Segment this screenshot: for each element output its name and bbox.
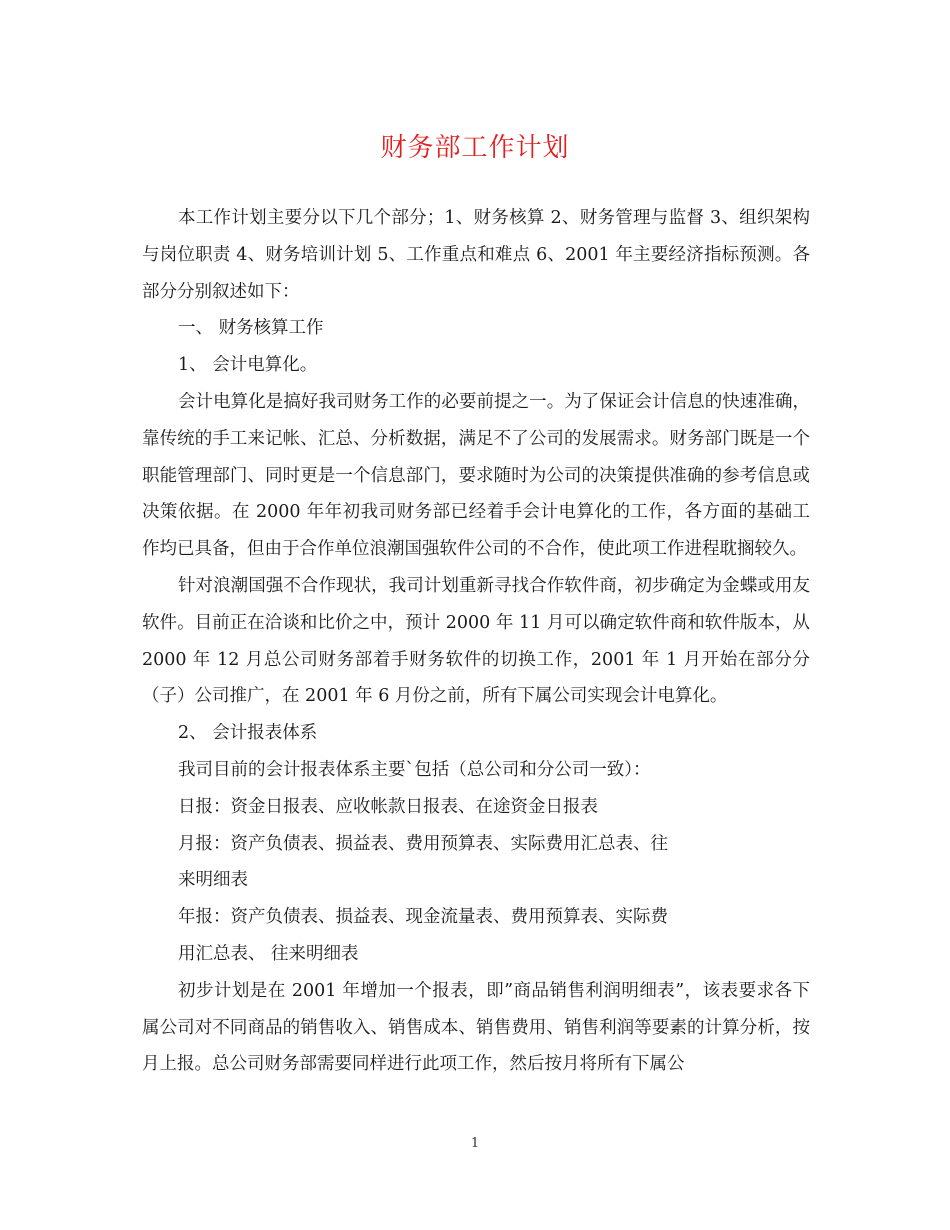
document-body [142, 200, 810, 1083]
paragraph-electronic-accounting: 会计电算化是搞好我司财务工作的必要前提之一。为了保证会计信息的快速准确，靠传统的手工来记帐、汇总、分析数据，满足不了公司的发展需求。财务部门既是一个职能管理部门、同时更是一个信息部门，要求随时为公司的决策提供准确的参考信息或决策依据。在 2000 年年初我司财务部已经着手会计电算化的工作，各方面的基础工作均已具备，但由于合作单位浪潮国强软件公司的不合作，使此项工作进程耽搁较久。 [142, 391, 810, 560]
section-heading: 一、 财务核算工作 [178, 318, 324, 339]
intro-paragraph: 本工作计划主要分以下几个部分；1、财务核算 2、财务管理与监督 3、组织架构与岗位职责 4、财务培训计划 5、工作重点和难点 6、2001 年主要经济指标预测。各部分分别叙述如下： [142, 208, 810, 302]
page-number: 1 [470, 1136, 480, 1151]
yearly-reports-continuation: 用汇总表、 往来明细表 [178, 943, 359, 964]
subsection-heading: 1、 会计电算化。 [178, 355, 318, 376]
paragraph-software-plan: 针对浪潮国强不合作现状，我司计划重新寻找合作软件商，初步确定为金蝶或用友软件。目前正在洽谈和比价之中，预计 2000 年 11 月可以确定软件商和软件版本，从 2000 年 12 月总公司财务部着手财务软件的切换工作，2001 年 1 月开始在部分分（子）公司推广，在 2001 年 6 月份之前，所有下属公司实现会计电算化。 [142, 575, 810, 707]
monthly-reports-line: 月报：资产负债表、损益表、费用预算表、实际费用汇总表、往 [178, 833, 668, 854]
paragraph-new-report: 初步计划是在 2001 年增加一个报表，即”商品销售利润明细表”，该表要求各下属公司对不同商品的销售收入、销售成本、销售费用、销售利润等要素的计算分析，按月上报。总公司财务部需要同样进行此项工作，然后按月将所有下属公 [142, 980, 810, 1075]
page-title: 财务部工作计划 [380, 133, 570, 163]
yearly-reports-line: 年报：资产负债表、损益表、现金流量表、费用预算表、实际费 [178, 907, 668, 928]
daily-reports-line: 日报：资金日报表、应收帐款日报表、在途资金日报表 [178, 796, 598, 817]
subsection-heading: 2、 会计报表体系 [178, 723, 318, 744]
report-system-paragraph: 我司目前的会计报表体系主要`包括（总公司和分公司一致）： [178, 759, 651, 780]
monthly-reports-continuation: 来明细表 [178, 870, 248, 891]
